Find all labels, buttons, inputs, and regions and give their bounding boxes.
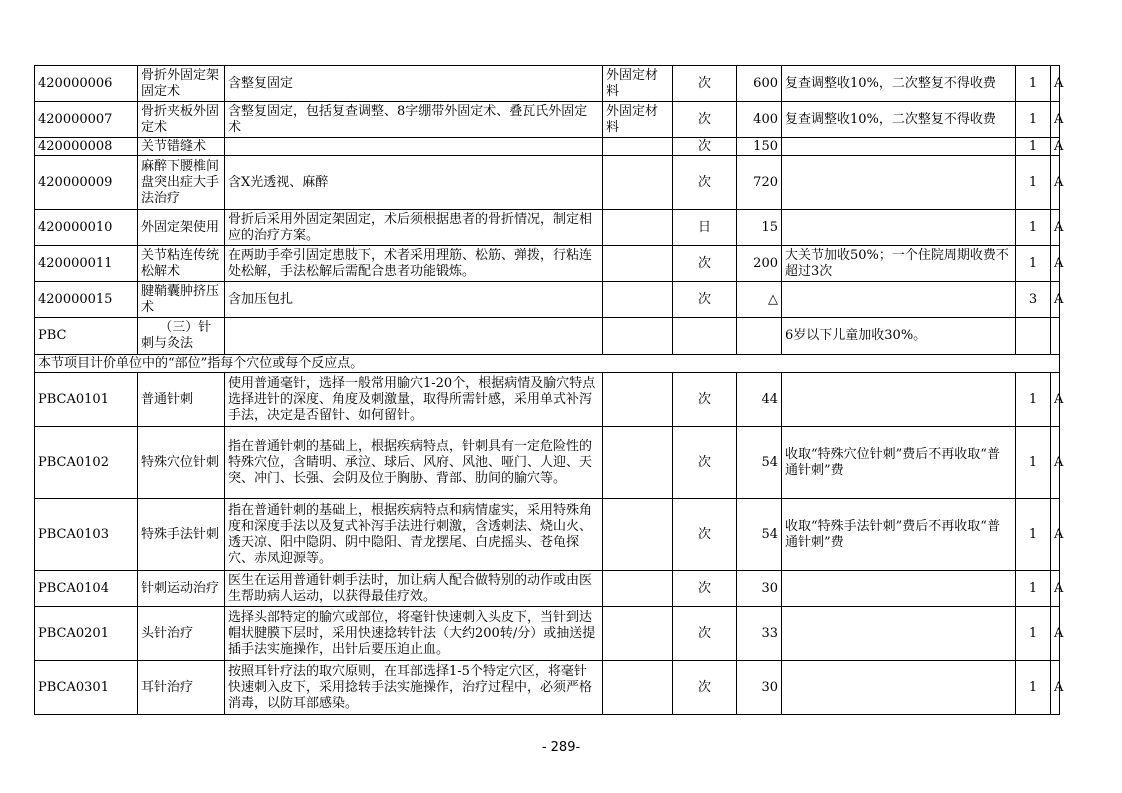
- item-name-cell: 关节粘连传统松解术: [138, 246, 225, 282]
- table-row: [35, 156, 1060, 210]
- price-cell: 400: [737, 102, 782, 138]
- item-note-cell: [782, 607, 1016, 661]
- code-cell: 420000010: [35, 210, 138, 246]
- level-cell: 1: [1016, 156, 1051, 210]
- excluded-content-cell: [603, 499, 673, 571]
- code-cell: PBCA0301: [35, 661, 138, 715]
- table-row: [35, 427, 1060, 499]
- level-cell: 1: [1016, 571, 1051, 607]
- price-cell: 720: [737, 156, 782, 210]
- price-cell: 44: [737, 373, 782, 427]
- code-cell: PBCA0103: [35, 499, 138, 571]
- level-cell: 1: [1016, 427, 1051, 499]
- level-cell: 3: [1016, 282, 1051, 318]
- unit-cell: 日: [673, 210, 737, 246]
- price-cell: △: [737, 282, 782, 318]
- item-name-cell: 特殊穴位针刺: [138, 427, 225, 499]
- excluded-content-cell: [603, 571, 673, 607]
- level-cell: 1: [1016, 66, 1051, 102]
- class-cell: A: [1051, 138, 1060, 156]
- table-row: [35, 246, 1060, 282]
- table-row: [35, 373, 1060, 427]
- table-body-acupuncture: [35, 373, 1064, 715]
- code-cell: 420000008: [35, 138, 138, 156]
- section-description: 本节项目计价单位中的“部位”指每个穴位或每个反应点。: [35, 355, 1060, 373]
- section-header-row: [35, 318, 1060, 355]
- table-row: [35, 210, 1060, 246]
- item-content-cell: 医生在运用普通针刺手法时，加让病人配合做特别的动作或由医生帮助病人运动，以获得最佳疗效。: [225, 571, 603, 607]
- item-content-cell: 含整复固定: [225, 66, 603, 102]
- item-name-cell: 针刺运动治疗: [138, 571, 225, 607]
- level-cell: 1: [1016, 661, 1051, 715]
- price-cell: 54: [737, 499, 782, 571]
- code-cell: 420000015: [35, 282, 138, 318]
- excluded-content-cell: [603, 373, 673, 427]
- item-note-cell: 大关节加收50%；一个住院周期收费不超过3次: [782, 246, 1016, 282]
- item-name-cell: 骨折夹板外固定术: [138, 102, 225, 138]
- item-content-cell: 指在普通针刺的基础上，根据疾病特点，针刺具有一定危险性的特殊穴位，含睛明、承泣、球后、风府、风池、哑门、人迎、天突、冲门、长强、会阴及位于胸胁、背部、肋间的腧穴等。: [225, 427, 603, 499]
- item-content-cell: 骨折后采用外固定架固定，术后须根据患者的骨折情况，制定相应的治疗方案。: [225, 210, 603, 246]
- table-body-orthopedic: [35, 66, 1064, 318]
- item-note-cell: [782, 138, 1016, 156]
- page-number: - 289-: [541, 740, 581, 755]
- item-name-cell: 骨折外固定架固定术: [138, 66, 225, 102]
- price-cell: 150: [737, 138, 782, 156]
- level-cell: 1: [1016, 246, 1051, 282]
- item-content-cell: 含加压包扎: [225, 282, 603, 318]
- level-cell: 1: [1016, 138, 1051, 156]
- code-cell: 420000007: [35, 102, 138, 138]
- class-cell: A: [1051, 282, 1060, 318]
- item-note-cell: 收取“特殊穴位针刺”费后不再收取“普通针刺”费: [782, 427, 1016, 499]
- level-cell: 1: [1016, 607, 1051, 661]
- price-cell: 200: [737, 246, 782, 282]
- item-name-cell: 耳针治疗: [138, 661, 225, 715]
- section-note-row: [35, 355, 1060, 373]
- code-cell: PBCA0104: [35, 571, 138, 607]
- unit-cell: 次: [673, 499, 737, 571]
- item-note-cell: [782, 661, 1016, 715]
- price-cell: 30: [737, 571, 782, 607]
- item-note-cell: [782, 282, 1016, 318]
- excluded-content-cell: [603, 156, 673, 210]
- item-content-cell: 在两助手牵引固定患肢下，术者采用理筋、松筋、弹拨，行粘连处松解，手法松解后需配合患者功能锻炼。: [225, 246, 603, 282]
- level-cell: 1: [1016, 499, 1051, 571]
- unit-cell: 次: [673, 282, 737, 318]
- excluded-content-cell: 外固定材料: [603, 66, 673, 102]
- class-cell: A: [1051, 427, 1060, 499]
- table-row: [35, 499, 1060, 571]
- item-name-cell: 麻醉下腰椎间盘突出症大手法治疗: [138, 156, 225, 210]
- item-content-cell: 选择头部特定的腧穴或部位，将毫针快速刺入头皮下，当针到达帽状腱膜下层时，采用快速捻转针法（大约200转/分）或抽送提插手法实施操作，出针后要压迫止血。: [225, 607, 603, 661]
- class-cell: A: [1051, 499, 1060, 571]
- excluded-content-cell: [603, 282, 673, 318]
- item-content-cell: 使用普通毫针，选择一般常用腧穴1-20个，根据病情及腧穴特点选择进针的深度、角度及刺激量，取得所需针感，采用单式补泻手法，决定是否留针、如何留针。: [225, 373, 603, 427]
- excluded-content-cell: [603, 427, 673, 499]
- section-note: 6岁以下儿童加收30%。: [782, 318, 1016, 355]
- unit-cell: 次: [673, 156, 737, 210]
- unit-cell: 次: [673, 102, 737, 138]
- unit-cell: 次: [673, 427, 737, 499]
- item-name-cell: 普通针刺: [138, 373, 225, 427]
- code-cell: PBCA0101: [35, 373, 138, 427]
- table-row: [35, 282, 1060, 318]
- class-cell: A: [1051, 607, 1060, 661]
- class-cell: A: [1051, 156, 1060, 210]
- unit-cell: 次: [673, 246, 737, 282]
- table-row: [35, 66, 1060, 102]
- excluded-content-cell: [603, 661, 673, 715]
- table-row: [35, 661, 1060, 715]
- item-name-cell: 头针治疗: [138, 607, 225, 661]
- excluded-content-cell: [603, 246, 673, 282]
- class-cell: A: [1051, 210, 1060, 246]
- unit-cell: 次: [673, 571, 737, 607]
- class-cell: A: [1051, 246, 1060, 282]
- item-note-cell: 复查调整收10%，二次整复不得收费: [782, 102, 1016, 138]
- code-cell: 420000011: [35, 246, 138, 282]
- class-cell: A: [1051, 102, 1060, 138]
- code-cell: 420000006: [35, 66, 138, 102]
- unit-cell: 次: [673, 66, 737, 102]
- item-note-cell: [782, 571, 1016, 607]
- table-row: [35, 138, 1060, 156]
- item-note-cell: [782, 373, 1016, 427]
- excluded-content-cell: 外固定材料: [603, 102, 673, 138]
- item-content-cell: [225, 138, 603, 156]
- table-row: [35, 571, 1060, 607]
- price-cell: 600: [737, 66, 782, 102]
- item-content-cell: 含整复固定，包括复查调整、8字绷带外固定术、叠瓦氏外固定术: [225, 102, 603, 138]
- fee-table: [34, 65, 1064, 715]
- price-cell: 33: [737, 607, 782, 661]
- item-note-cell: 复查调整收10%，二次整复不得收费: [782, 66, 1016, 102]
- table-row: [35, 607, 1060, 661]
- item-name-cell: 外固定架使用: [138, 210, 225, 246]
- item-content-cell: 按照耳针疗法的取穴原则，在耳部选择1-5个特定穴区，将毫针快速刺入皮下，采用捻转手法实施操作，治疗过程中，必须严格消毒，以防耳部感染。: [225, 661, 603, 715]
- class-cell: A: [1051, 373, 1060, 427]
- item-name-cell: 关节错缝术: [138, 138, 225, 156]
- level-cell: 1: [1016, 373, 1051, 427]
- level-cell: 1: [1016, 102, 1051, 138]
- item-content-cell: 指在普通针刺的基础上，根据疾病特点和病情虚实，采用特殊角度和深度手法以及复式补泻手法进行刺激，含透刺法、烧山火、透天凉、阳中隐阴、阴中隐阳、青龙摆尾、白虎摇头、苍龟探穴、赤凤迎源等。: [225, 499, 603, 571]
- price-cell: 54: [737, 427, 782, 499]
- table-row: [35, 102, 1060, 138]
- price-cell: 30: [737, 661, 782, 715]
- section-title: （三）针刺与灸法: [138, 318, 225, 355]
- excluded-content-cell: [603, 607, 673, 661]
- level-cell: 1: [1016, 210, 1051, 246]
- unit-cell: 次: [673, 138, 737, 156]
- item-name-cell: 腱鞘囊肿挤压术: [138, 282, 225, 318]
- unit-cell: 次: [673, 661, 737, 715]
- code-cell: PBCA0102: [35, 427, 138, 499]
- item-content-cell: 含X光透视、麻醉: [225, 156, 603, 210]
- unit-cell: 次: [673, 373, 737, 427]
- unit-cell: 次: [673, 607, 737, 661]
- class-cell: A: [1051, 661, 1060, 715]
- item-name-cell: 特殊手法针刺: [138, 499, 225, 571]
- excluded-content-cell: [603, 210, 673, 246]
- price-cell: 15: [737, 210, 782, 246]
- table-body-section: [35, 318, 1060, 373]
- class-cell: A: [1051, 571, 1060, 607]
- class-cell: A: [1051, 66, 1060, 102]
- item-note-cell: 收取“特殊手法针刺”费后不再收取“普通针刺”费: [782, 499, 1016, 571]
- item-note-cell: [782, 156, 1016, 210]
- item-note-cell: [782, 210, 1016, 246]
- code-cell: 420000009: [35, 156, 138, 210]
- section-code: PBC: [35, 318, 138, 355]
- excluded-content-cell: [603, 138, 673, 156]
- code-cell: PBCA0201: [35, 607, 138, 661]
